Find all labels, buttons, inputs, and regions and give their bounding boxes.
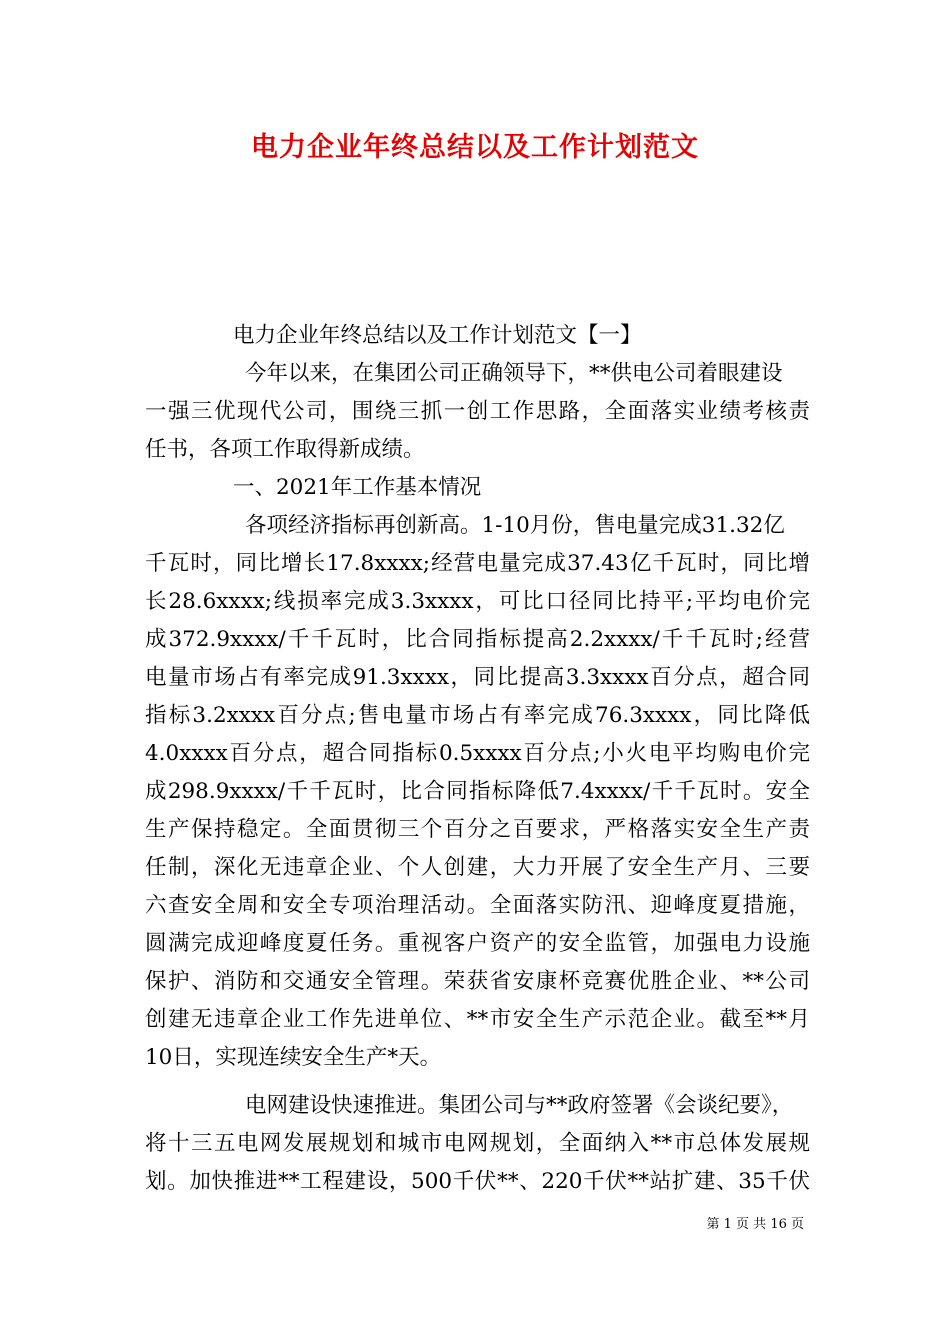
- paragraph-line: 成298.9xxxx/千千瓦时，比合同指标降低7.4xxxx/千千瓦时。安全: [145, 779, 810, 804]
- document-subtitle: 电力企业年终总结以及工作计划范文【一】: [233, 323, 642, 348]
- paragraph-line: 各项经济指标再创新高。1-10月份，售电量完成31.32亿: [245, 513, 785, 538]
- paragraph-line: 任书，各项工作取得新成绩。: [145, 437, 425, 462]
- paragraph-line: 4.0xxxx百分点，超合同指标0.5xxxx百分点;小火电平均购电价完: [145, 741, 810, 766]
- document-body: [145, 317, 810, 1201]
- paragraph-line: 千瓦时，同比增长17.8xxxx;经营电量完成37.43亿千瓦时，同比增: [145, 551, 810, 576]
- paragraph-line: 一强三优现代公司，围绕三抓一创工作思路，全面落实业绩考核责: [145, 399, 810, 424]
- paragraph-line: 电量市场占有率完成91.3xxxx，同比提高3.3xxxx百分点，超合同: [145, 665, 810, 690]
- paragraph-line: 生产保持稳定。全面贯彻三个百分之百要求，严格落实安全生产责: [145, 817, 810, 842]
- paragraph-line: 创建无违章企业工作先进单位、**市安全生产示范企业。截至**月: [145, 1007, 810, 1032]
- paragraph-line: 圆满完成迎峰度夏任务。重视客户资产的安全监管，加强电力设施: [145, 931, 810, 956]
- paragraph-line: 保护、消防和交通安全管理。荣获省安康杯竞赛优胜企业、**公司: [145, 969, 810, 994]
- paragraph-line: 划。加快推进**工程建设，500千伏**、220千伏**站扩建、35千伏: [145, 1169, 810, 1194]
- paragraph-line: 10日，实现连续安全生产*天。: [145, 1045, 442, 1070]
- paragraph-line: 成372.9xxxx/千千瓦时，比合同指标提高2.2xxxx/千千瓦时;经营: [145, 627, 810, 652]
- paragraph-line: 电网建设快速推进。集团公司与**政府签署《会谈纪要》，: [245, 1093, 794, 1118]
- paragraph-line: 任制，深化无违章企业、个人创建，大力开展了安全生产月、三要: [145, 855, 810, 880]
- paragraph-line: 六查安全周和安全专项治理活动。全面落实防汛、迎峰度夏措施，: [145, 893, 810, 918]
- paragraph-line: 将十三五电网发展规划和城市电网规划，全面纳入**市总体发展规: [145, 1131, 810, 1156]
- page-number-footer: 第 1 页 共 16 页: [706, 1217, 804, 1232]
- section-heading: 一、2021年工作基本情况: [233, 475, 482, 500]
- document-title: 电力企业年终总结以及工作计划范文: [251, 132, 699, 163]
- paragraph-line: 指标3.2xxxx百分点;售电量市场占有率完成76.3xxxx，同比降低: [145, 703, 810, 728]
- paragraph-line: 今年以来，在集团公司正确领导下，**供电公司着眼建设: [245, 361, 783, 386]
- paragraph-line: 长28.6xxxx;线损率完成3.3xxxx，可比口径同比持平;平均电价完: [145, 589, 810, 614]
